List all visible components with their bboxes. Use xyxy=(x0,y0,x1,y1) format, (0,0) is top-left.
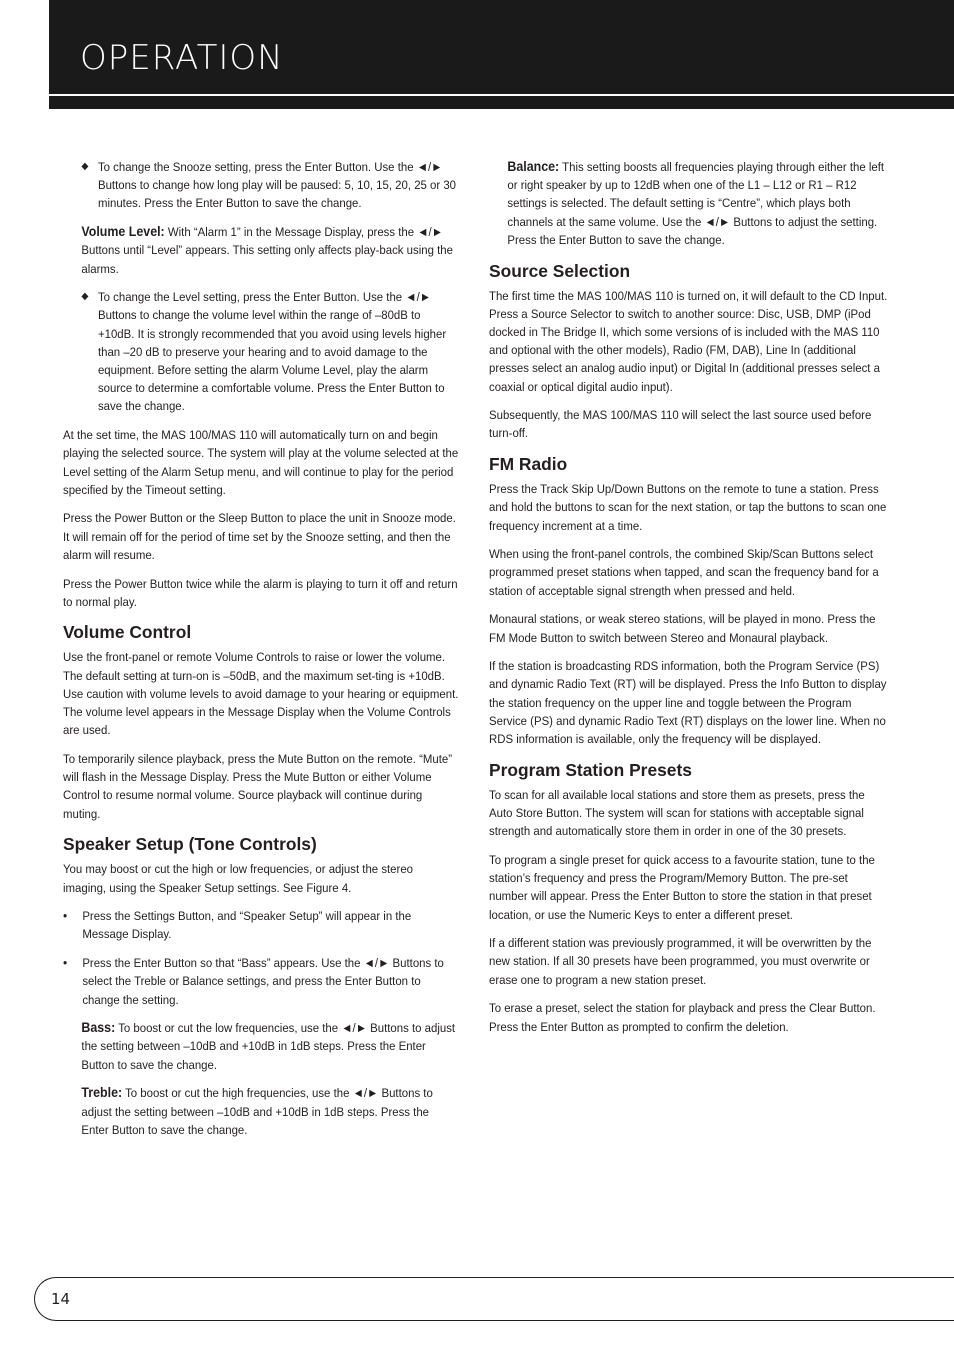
section-heading-program-station-presets: Program Station Presets xyxy=(489,759,692,780)
snooze-instruction xyxy=(63,158,459,213)
paragraph: At the set time, the MAS 100/MAS 110 will automatically turn on and begin playing the selected source. The system will play at the volume selected at the Level setting of the Alarm Setup menu, and will continue to play for the period specified by the Timeout setting. xyxy=(63,428,459,497)
diamond-bullet-icon: ◆ xyxy=(81,291,89,303)
term-label: Volume Level: xyxy=(81,224,165,240)
treble-definition xyxy=(63,1084,459,1139)
bullet-icon: • xyxy=(63,955,68,971)
section-heading-source-selection: Source Selection xyxy=(489,260,631,281)
paragraph: The first time the MAS 100/MAS 110 is turned on, it will default to the CD Input. Press a Source Selector to switch to another source: Disc, USB, DMP (iPod docked in The Bridge II, which some versions of is included with the MAS 110 and optional with the other models), Radio (FM, DAB), Line In (additional presses select an analog audio input) or Digital In (additional presses select a coaxial or optical digital audio input). xyxy=(489,288,888,394)
list-item xyxy=(63,907,459,943)
page-number: 14 xyxy=(51,1290,71,1308)
term-label: Balance: xyxy=(507,159,560,174)
list-item-text: Press the Settings Button, and “Speaker Setup” will appear in the Message Display. xyxy=(82,909,412,942)
paragraph: Press the Power Button or the Sleep Button to place the unit in Snooze mode. It will remain off for the period of time set by the Snooze setting, and then the alarm will resume. xyxy=(63,511,456,562)
paragraph: When using the front-panel controls, the combined Skip/Scan Buttons select programmed preset stations when tapped, and scan the frequency band for a station of acceptable signal strength when pressed and held. xyxy=(489,547,879,598)
definition-text: To boost or cut the high frequencies, use the ◄/► Buttons to adjust the setting between –10dB and +10dB in 1dB steps. Press the Enter Button to save the change. xyxy=(81,1086,433,1137)
section-heading-fm-radio: FM Radio xyxy=(489,454,568,475)
list-item xyxy=(63,954,459,1009)
paragraph-text: To change the Level setting, press the Enter Button. Use the ◄/► Buttons to change the volume level within the range of –80dB to +10dB. It is strongly recommended that you avoid using levels higher than –20 dB to preserve your hearing and to avoid damage to the equipment. Before setting the alarm Volume Level, play the alarm source to determine a comfortable volume. Press the Enter Button to save the change. xyxy=(97,290,447,414)
section-heading-volume-control: Volume Control xyxy=(63,622,192,643)
diamond-bullet-icon: ◆ xyxy=(81,161,89,172)
left-column xyxy=(63,158,459,1149)
paragraph: To program a single preset for quick access to a favourite station, tune to the station’s frequency and press the Program/Memory Button. The pre-set number will appear. Press the Enter Button to store the station in that preset location, or use the Numeric Keys to enter a different preset. xyxy=(489,852,875,922)
paragraph: To scan for all available local stations and store them as presets, press the Auto Store Button. The system will scan for stations with acceptable signal strength and automatically store them in order in one of the 30 presets. xyxy=(489,787,865,839)
definition-text: To boost or cut the low frequencies, use the ◄/► Buttons to adjust the setting between –10dB and +10dB in 1dB steps. Press the Enter Button to save the change. xyxy=(81,1021,456,1072)
level-instruction xyxy=(63,288,459,415)
footer-frame xyxy=(34,1277,954,1321)
paragraph: You may boost or cut the high or low frequencies, or adjust the stereo imaging, using the Speaker Setup settings. See Figure 4. xyxy=(63,862,414,895)
balance-definition xyxy=(489,158,887,249)
header-rule xyxy=(49,96,954,109)
list-item-text: Press the Enter Button so that “Bass” appears. Use the ◄/► Buttons to select the Treble or Balance settings, and press the Enter Button to change the setting. xyxy=(82,956,444,1007)
term-label: Bass: xyxy=(81,1020,116,1036)
paragraph: To erase a preset, select the station for playback and press the Clear Button. Press the Enter Button as prompted to confirm the deletion. xyxy=(489,1001,876,1034)
term-label: Treble: xyxy=(81,1085,123,1101)
paragraph: Subsequently, the MAS 100/MAS 110 will select the last source used before turn-off. xyxy=(489,408,872,441)
bullet-icon: • xyxy=(63,908,68,924)
paragraph: To temporarily silence playback, press the Mute Button on the remote. “Mute” will flash in the Message Display. Press the Mute Button or either Volume Control to resume normal volume. Source playback will continue during muting. xyxy=(63,751,453,821)
definition-text: This setting boosts all frequencies playing through either the left or right speaker by up to 12dB when one of the L1 – L12 or R1 – R12 settings is selected. The default setting is “Centre”, which plays both channels at the same volume. Use the ◄/► Buttons to adjust the setting. Press the Enter Button to save the change. xyxy=(507,160,885,247)
paragraph: Press the Track Skip Up/Down Buttons on the remote to tune a station. Press and hold the buttons to scan for the next station, or tap the buttons to scan one frequency increment at a time. xyxy=(489,482,887,533)
right-column xyxy=(489,158,887,1046)
volume-level-definition xyxy=(63,223,459,278)
paragraph: Use the front-panel or remote Volume Controls to raise or lower the volume. The default setting at turn-on is –50dB, and the maximum set-ting is +10dB. Use caution with volume levels to avoid damage to your hearing or equipment. The volume level appears in the Message Display when the Volume Controls are used. xyxy=(63,650,459,738)
paragraph: Press the Power Button twice while the alarm is playing to turn it off and return to normal play. xyxy=(63,576,458,609)
paragraph: Monaural stations, or weak stereo stations, will be played in mono. Press the FM Mode Button to switch between Stereo and Monaural playback. xyxy=(489,612,876,645)
paragraph-text: To change the Snooze setting, press the Enter Button. Use the ◄/► Buttons to change how long play will be paused: 5, 10, 15, 20, 25 or 30 minutes. Press the Enter Button to save the change. xyxy=(97,160,457,211)
page-title: OPERATION xyxy=(80,38,284,78)
definition-text: With “Alarm 1” in the Message Display, press the ◄/► Buttons until “Level” appears. This setting only affects play-back using the alarms. xyxy=(81,225,453,276)
section-heading-speaker-setup: Speaker Setup (Tone Controls) xyxy=(63,834,317,855)
paragraph: If the station is broadcasting RDS information, both the Program Service (PS) and dynamic Radio Text (RT) will be displayed. Press the Info Button to display the station frequency on the upper line and toggle between the Program Service (PS) and dynamic Radio Text (RT) displays on the lower line. When no RDS information is available, only the frequency will be displayed. xyxy=(489,659,887,747)
paragraph: If a different station was previously programmed, it will be overwritten by the new station. If all 30 presets have been programmed, you must overwrite or erase one to program a new station preset. xyxy=(489,936,872,987)
bass-definition xyxy=(63,1019,459,1074)
